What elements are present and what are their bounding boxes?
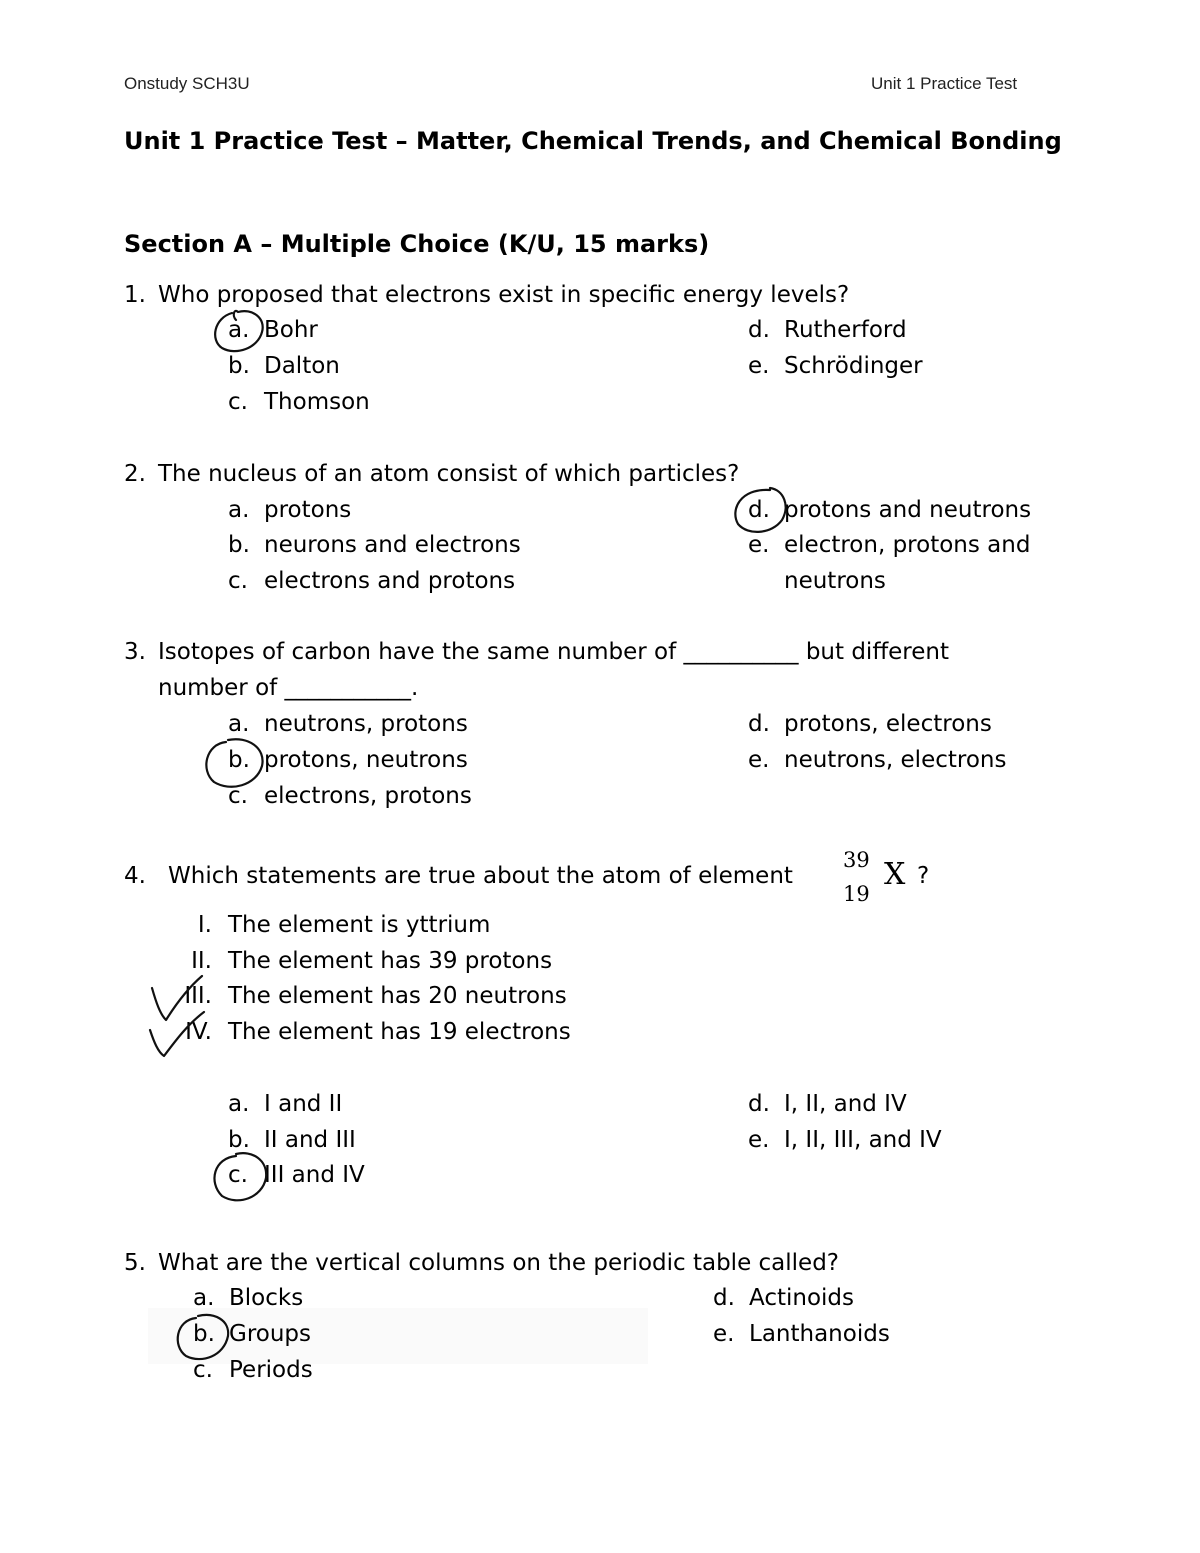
q4-option-d[interactable]: d. I, II, and IV: [748, 1091, 907, 1117]
q5-option-c[interactable]: c. Periods: [193, 1357, 313, 1383]
header-course: Onstudy SCH3U: [124, 74, 250, 93]
q3-option-c[interactable]: c. electrons, protons: [228, 783, 472, 809]
question-mark: ?: [917, 863, 930, 889]
q3-option-e[interactable]: e. neutrons, electrons: [748, 747, 1007, 773]
statement-3: III. The element has 20 neutrons: [184, 983, 567, 1009]
q5-option-a[interactable]: a. Blocks: [193, 1285, 304, 1311]
isotope-mass-number: 39: [843, 848, 870, 872]
q2-option-d[interactable]: d. protons and neutrons: [748, 497, 1032, 523]
question-number: 3.: [124, 639, 146, 665]
question-text: What are the vertical columns on the periodic table called?: [158, 1250, 840, 1276]
isotope-atomic-number: 19: [843, 882, 870, 906]
question-text: The nucleus of an atom consist of which particles?: [158, 461, 740, 487]
question-text: Which statements are true about the atom of element: [168, 863, 793, 889]
q4-option-c[interactable]: c. III and IV: [228, 1162, 365, 1188]
page-title: Unit 1 Practice Test – Matter, Chemical Trends, and Chemical Bonding: [124, 127, 1062, 155]
q1-option-b[interactable]: b. Dalton: [228, 353, 340, 379]
section-heading: Section A – Multiple Choice (K/U, 15 marks): [124, 230, 710, 258]
q2-option-a[interactable]: a. protons: [228, 497, 352, 523]
q2-option-e[interactable]: e. electron, protons and: [748, 532, 1031, 558]
question-number: 2.: [124, 461, 146, 487]
question-number: 1.: [124, 282, 146, 308]
q1-option-c[interactable]: c. Thomson: [228, 389, 370, 415]
question-2: [124, 461, 739, 487]
question-5: [124, 1250, 839, 1276]
question-text: Who proposed that electrons exist in specific energy levels?: [158, 282, 850, 308]
statement-4: IV. The element has 19 electrons: [185, 1019, 571, 1045]
q4-option-a[interactable]: a. I and II: [228, 1091, 343, 1117]
isotope-symbol: X: [884, 857, 906, 892]
question-number: 5.: [124, 1250, 146, 1276]
question-text: Isotopes of carbon have the same number of __________ but different: [158, 639, 950, 665]
question-3: [124, 639, 949, 665]
question-4: [124, 863, 793, 889]
question-3-continued: number of ___________.: [158, 675, 419, 701]
q4-option-e[interactable]: e. I, II, III, and IV: [748, 1127, 942, 1153]
statement-1: I. The element is yttrium: [197, 912, 491, 938]
q5-option-b[interactable]: b. Groups: [193, 1321, 312, 1347]
q2-option-c[interactable]: c. electrons and protons: [228, 568, 516, 594]
header-test-name: Unit 1 Practice Test: [871, 74, 1018, 93]
q1-option-e[interactable]: e. Schrödinger: [748, 353, 923, 379]
q2-option-b[interactable]: b. neurons and electrons: [228, 532, 521, 558]
q1-option-a[interactable]: a. Bohr: [228, 317, 318, 343]
q5-option-e[interactable]: e. Lanthanoids: [713, 1321, 890, 1347]
q2-option-e-continued: neutrons: [784, 568, 886, 594]
question-number: 4.: [124, 863, 146, 889]
q3-option-a[interactable]: a. neutrons, protons: [228, 711, 468, 737]
q3-option-b[interactable]: b. protons, neutrons: [228, 747, 468, 773]
question-1: [124, 282, 849, 308]
q5-option-d[interactable]: d. Actinoids: [713, 1285, 855, 1311]
q4-option-b[interactable]: b. II and III: [228, 1127, 356, 1153]
q3-option-d[interactable]: d. protons, electrons: [748, 711, 992, 737]
statement-2: II. The element has 39 protons: [191, 948, 553, 974]
q1-option-d[interactable]: d. Rutherford: [748, 317, 907, 343]
